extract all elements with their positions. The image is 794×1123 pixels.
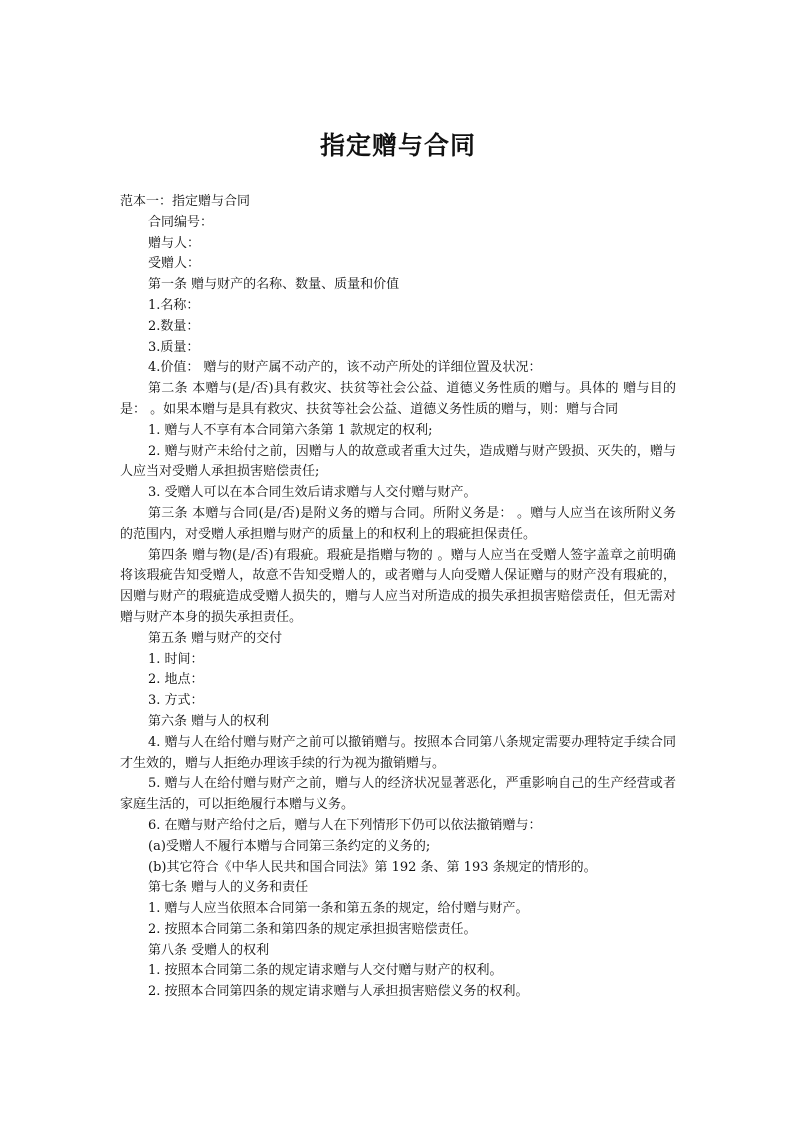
clause-line: 1.名称： <box>148 297 200 313</box>
donor-field: 赠与人： <box>148 235 201 251</box>
article-3-paragraph: 第三条 本赠与合同(是/否)是附义务的赠与合同。所附义务是： 。赠与人应当在该所附义务的范围内，对受赠人承担赠与财产的质量上的和权利上的瑕疵担保责任。 <box>120 505 676 542</box>
clause-line: (a)受赠人不履行本赠与合同第三条约定的义务的; <box>148 838 431 854</box>
clause-line: 3. 方式： <box>148 693 204 709</box>
clause-line: 1. 按照本合同第二条的规定请求赠与人交付赠与财产的权利。 <box>148 963 503 979</box>
article-7-heading: 第七条 赠与人的义务和责任 <box>148 880 309 896</box>
contract-number-field: 合同编号： <box>148 214 214 230</box>
clause-paragraph: 2. 赠与财产未给付之前，因赠与人的故意或者重大过失，造成赠与财产毁损、灭失的，赠与人应当对受赠人承担损害赔偿责任; <box>120 443 676 480</box>
document-body <box>120 192 676 1003</box>
article-2-paragraph: 第二条 本赠与(是/否)具有救灾、扶贫等社会公益、道德义务性质的赠与。具体的 赠与目的是： 。如果本赠与是具有救灾、扶贫等社会公益、道德义务性质的赠与，则：赠与合同 <box>120 381 676 417</box>
clause-line: 2. 按照本合同第四条的规定请求赠与人承担损害赔偿义务的权利。 <box>148 984 529 1000</box>
clause-line: 6. 在赠与财产给付之后，赠与人在下列情形下仍可以依法撤销赠与： <box>148 817 542 833</box>
clause-line: 1. 赠与人不享有本合同第六条第 1 款规定的权利; <box>148 422 433 438</box>
clause-paragraph: 4. 赠与人在给付赠与财产之前可以撤销赠与。按照本合同第八条规定需要办理特定手续合同才生效的，赠与人拒绝办理该手续的行为视为撤销赠与。 <box>120 734 676 771</box>
clause-line: 3.质量： <box>148 339 200 355</box>
clause-line: 2. 按照本合同第二条和第四条的规定承担损害赔偿责任。 <box>148 921 477 937</box>
clause-paragraph: 5. 赠与人在给付赠与财产之前，赠与人的经济状况显著恶化，严重影响自己的生产经营或者家庭生活的，可以拒绝履行本赠与义务。 <box>120 776 676 813</box>
template-heading: 范本一：指定赠与合同 <box>120 194 251 209</box>
clause-line: 3. 受赠人可以在本合同生效后请求赠与人交付赠与财产。 <box>148 485 477 501</box>
clause-line: (b)其它符合《中华人民共和国合同法》第 192 条、第 193 条规定的情形的。 <box>148 859 597 875</box>
article-1-heading: 第一条 赠与财产的名称、数量、质量和价值 <box>148 277 400 293</box>
article-8-heading: 第八条 受赠人的权利 <box>148 942 270 958</box>
clause-line: 1. 时间： <box>148 651 204 667</box>
article-4-paragraph: 第四条 赠与物(是/否)有瑕疵。瑕疵是指赠与物的 。赠与人应当在受赠人签字盖章之前明确将该瑕疵告知受赠人，故意不告知受赠人的，或者赠与人向受赠人保证赠与的财产没有瑕疵的，因赠与财产的瑕疵造成受赠人损失的，赠与人应当对所造成的损失承担损害赔偿责任，但无需对赠与财产本身的损失承担责任。 <box>120 547 676 625</box>
clause-line: 4.价值： 赠与的财产属不动产的，该不动产所处的详细位置及状况： <box>148 360 542 376</box>
donee-field: 受赠人： <box>148 256 201 272</box>
article-5-heading: 第五条 赠与财产的交付 <box>148 630 283 646</box>
document-title: 指定赠与合同 <box>319 131 476 160</box>
clause-line: 2.数量： <box>148 318 200 334</box>
article-6-heading: 第六条 赠与人的权利 <box>148 713 270 729</box>
clause-line: 2. 地点： <box>148 672 204 688</box>
clause-line: 1. 赠与人应当依照本合同第一条和第五条的规定，给付赠与财产。 <box>148 901 529 917</box>
